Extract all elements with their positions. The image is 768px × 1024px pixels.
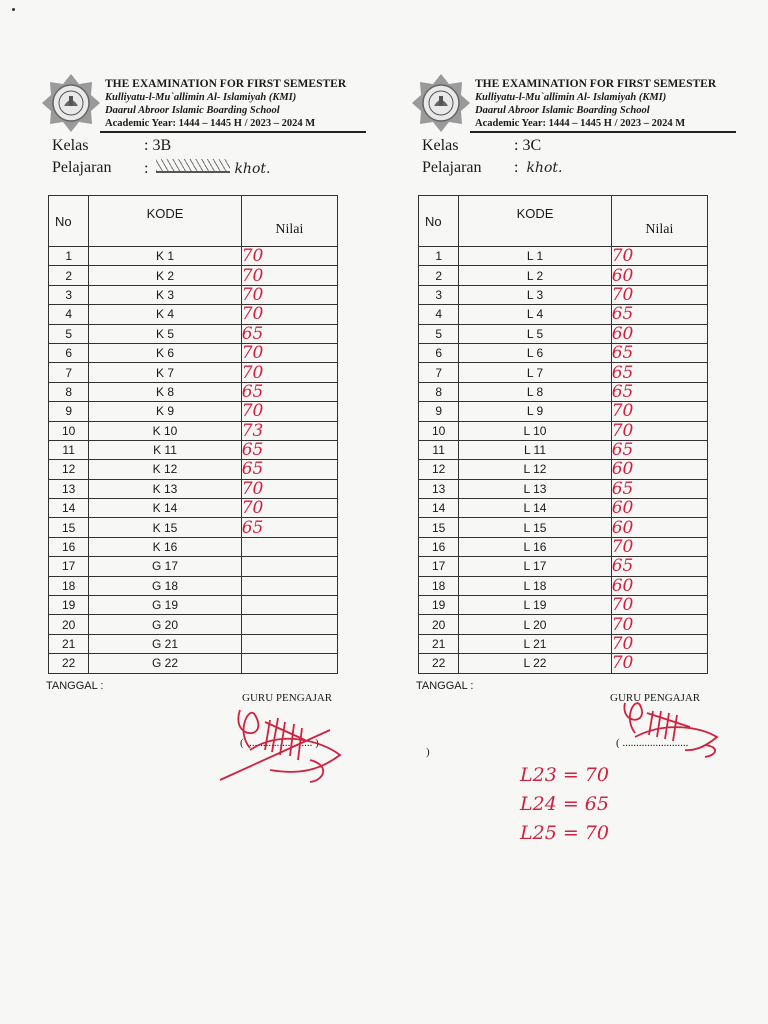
table-row xyxy=(49,518,338,537)
table-row xyxy=(49,343,338,362)
row-kode: K 4 xyxy=(89,305,241,324)
guru-label: GURU PENGAJAR xyxy=(242,692,333,704)
row-kode: L 12 xyxy=(459,460,611,479)
row-nilai: 70 xyxy=(241,363,337,382)
col-header-no: No xyxy=(49,196,89,247)
table-row xyxy=(419,634,708,653)
row-no: 3 xyxy=(49,285,89,304)
table-row xyxy=(419,247,708,266)
row-kode: G 20 xyxy=(89,615,241,634)
row-no: 22 xyxy=(419,654,459,673)
table-row xyxy=(419,460,708,479)
table-row xyxy=(49,499,338,518)
exam-sheet-3b xyxy=(40,0,360,1024)
row-nilai: 60 xyxy=(611,576,707,595)
row-kode: L 9 xyxy=(459,402,611,421)
score-table-body xyxy=(49,247,338,674)
row-no: 7 xyxy=(49,363,89,382)
row-kode: K 11 xyxy=(89,440,241,459)
row-kode: L 4 xyxy=(459,305,611,324)
scan-speck xyxy=(12,8,15,11)
header-divider xyxy=(100,131,366,133)
table-row xyxy=(49,654,338,673)
row-no: 5 xyxy=(49,324,89,343)
row-kode: L 11 xyxy=(459,440,611,459)
row-kode: L 22 xyxy=(459,654,611,673)
row-kode: G 22 xyxy=(89,654,241,673)
table-row xyxy=(419,557,708,576)
row-no: 13 xyxy=(49,479,89,498)
score-table xyxy=(48,195,338,674)
signature-icon xyxy=(210,700,360,790)
row-no: 17 xyxy=(419,557,459,576)
row-kode: K 6 xyxy=(89,343,241,362)
row-kode: L 10 xyxy=(459,421,611,440)
col-header-no: No xyxy=(419,196,459,247)
row-no: 1 xyxy=(419,247,459,266)
row-kode: K 1 xyxy=(89,247,241,266)
row-no: 8 xyxy=(49,382,89,401)
table-row xyxy=(49,596,338,615)
row-nilai: 70 xyxy=(241,285,337,304)
row-nilai: 65 xyxy=(611,363,707,382)
academic-year: Academic Year: 1444 – 1445 H / 2023 – 2024 M xyxy=(105,118,316,129)
row-nilai: 70 xyxy=(611,402,707,421)
signature-icon xyxy=(605,695,735,760)
row-no: 11 xyxy=(49,440,89,459)
row-no: 4 xyxy=(49,305,89,324)
row-no: 16 xyxy=(49,537,89,556)
row-no: 21 xyxy=(49,634,89,653)
row-nilai: 65 xyxy=(241,440,337,459)
table-row xyxy=(419,402,708,421)
pelajaran-text: khot. xyxy=(234,161,271,177)
extra-score-l24: L24 = 65 xyxy=(520,793,609,815)
signature-name-line: ( ........................ xyxy=(616,737,689,749)
row-kode: K 9 xyxy=(89,402,241,421)
table-row xyxy=(49,266,338,285)
row-kode: K 16 xyxy=(89,537,241,556)
extra-score-l23: L23 = 70 xyxy=(520,764,609,786)
row-no: 3 xyxy=(419,285,459,304)
row-no: 1 xyxy=(49,247,89,266)
header-divider xyxy=(470,131,736,133)
table-row xyxy=(419,518,708,537)
row-nilai: 65 xyxy=(241,518,337,537)
row-no: 18 xyxy=(49,576,89,595)
pelajaran-label: Pelajaran xyxy=(52,159,112,176)
institution-name: Kulliyatu-l-Mu`allimin Al- Islamiyah (KMI) xyxy=(475,92,667,103)
row-nilai xyxy=(241,615,337,634)
row-kode: K 8 xyxy=(89,382,241,401)
row-nilai: 65 xyxy=(611,305,707,324)
table-row xyxy=(419,615,708,634)
row-no: 19 xyxy=(419,596,459,615)
row-nilai: 70 xyxy=(611,247,707,266)
colon: : xyxy=(144,137,149,154)
table-row xyxy=(49,421,338,440)
row-kode: G 21 xyxy=(89,634,241,653)
row-kode: K 13 xyxy=(89,479,241,498)
guru-label: GURU PENGAJAR xyxy=(610,692,701,704)
table-row xyxy=(49,634,338,653)
row-nilai: 70 xyxy=(611,596,707,615)
row-no: 11 xyxy=(419,440,459,459)
row-nilai: 70 xyxy=(611,285,707,304)
colon: : xyxy=(514,159,519,176)
row-nilai: 60 xyxy=(611,324,707,343)
school-crest-icon xyxy=(410,72,472,134)
row-nilai: 70 xyxy=(241,402,337,421)
row-kode: K 15 xyxy=(89,518,241,537)
score-table-body xyxy=(419,247,708,674)
row-no: 6 xyxy=(419,343,459,362)
row-no: 10 xyxy=(49,421,89,440)
row-kode: K 3 xyxy=(89,285,241,304)
row-no: 2 xyxy=(49,266,89,285)
row-nilai: 70 xyxy=(241,479,337,498)
signature-name-line: ( ........................ ) xyxy=(240,737,319,749)
row-no: 5 xyxy=(419,324,459,343)
row-nilai: 70 xyxy=(611,537,707,556)
row-kode: L 14 xyxy=(459,499,611,518)
table-row xyxy=(419,440,708,459)
table-row xyxy=(49,460,338,479)
row-kode: L 19 xyxy=(459,596,611,615)
school-crest-icon xyxy=(40,72,102,134)
row-no: 17 xyxy=(49,557,89,576)
pelajaran-text: khot. xyxy=(526,160,563,176)
exam-header xyxy=(475,78,735,130)
row-nilai xyxy=(241,537,337,556)
row-no: 8 xyxy=(419,382,459,401)
table-row xyxy=(419,363,708,382)
row-kode: K 10 xyxy=(89,421,241,440)
row-no: 19 xyxy=(49,596,89,615)
row-nilai: 60 xyxy=(611,266,707,285)
row-no: 20 xyxy=(419,615,459,634)
pelajaran-value xyxy=(144,159,270,178)
row-kode: L 3 xyxy=(459,285,611,304)
row-kode: L 16 xyxy=(459,537,611,556)
exam-title: THE EXAMINATION FOR FIRST SEMESTER xyxy=(105,78,347,90)
row-nilai xyxy=(241,634,337,653)
table-row xyxy=(49,305,338,324)
kelas-value xyxy=(144,137,171,155)
exam-header xyxy=(105,78,365,130)
table-row xyxy=(419,499,708,518)
table-row xyxy=(419,266,708,285)
row-nilai: 73 xyxy=(241,421,337,440)
row-kode: K 7 xyxy=(89,363,241,382)
school-name: Daarul Abroor Islamic Boarding School xyxy=(105,105,280,116)
exam-sheet-3c xyxy=(410,0,730,1024)
row-kode: K 14 xyxy=(89,499,241,518)
score-table xyxy=(418,195,708,674)
kelas-text: 3B xyxy=(152,137,172,154)
row-kode: L 17 xyxy=(459,557,611,576)
table-row xyxy=(49,285,338,304)
row-no: 14 xyxy=(419,499,459,518)
row-no: 14 xyxy=(49,499,89,518)
row-kode: K 2 xyxy=(89,266,241,285)
col-header-nilai: Nilai xyxy=(241,196,337,247)
table-row xyxy=(419,382,708,401)
row-no: 4 xyxy=(419,305,459,324)
row-no: 15 xyxy=(419,518,459,537)
row-kode: L 1 xyxy=(459,247,611,266)
row-nilai: 65 xyxy=(611,479,707,498)
row-nilai: 60 xyxy=(611,518,707,537)
row-nilai: 70 xyxy=(611,421,707,440)
table-row xyxy=(49,363,338,382)
col-header-nilai: Nilai xyxy=(611,196,707,247)
kelas-label: Kelas xyxy=(422,137,459,154)
row-nilai: 65 xyxy=(241,382,337,401)
table-row xyxy=(419,421,708,440)
row-nilai: 70 xyxy=(611,654,707,673)
row-no: 2 xyxy=(419,266,459,285)
row-no: 22 xyxy=(49,654,89,673)
colon: : xyxy=(514,137,519,154)
row-nilai: 70 xyxy=(611,615,707,634)
academic-year: Academic Year: 1444 – 1445 H / 2023 – 2024 M xyxy=(475,118,686,129)
row-kode: L 20 xyxy=(459,615,611,634)
table-row xyxy=(49,382,338,401)
table-row xyxy=(49,247,338,266)
row-nilai: 65 xyxy=(241,460,337,479)
row-nilai: 65 xyxy=(611,440,707,459)
table-row xyxy=(419,654,708,673)
tanggal-label: TANGGAL : xyxy=(46,680,104,692)
table-row xyxy=(419,285,708,304)
pelajaran-label: Pelajaran xyxy=(422,159,482,176)
row-nilai xyxy=(241,576,337,595)
row-nilai: 65 xyxy=(611,382,707,401)
table-row xyxy=(49,537,338,556)
row-nilai: 65 xyxy=(241,324,337,343)
pelajaran-value xyxy=(514,159,562,177)
row-kode: L 13 xyxy=(459,479,611,498)
table-row xyxy=(49,557,338,576)
table-row xyxy=(419,324,708,343)
col-header-kode: KODE xyxy=(89,196,241,247)
table-row xyxy=(419,596,708,615)
row-kode: L 21 xyxy=(459,634,611,653)
table-row xyxy=(49,615,338,634)
table-row xyxy=(419,537,708,556)
row-kode: L 7 xyxy=(459,363,611,382)
row-no: 10 xyxy=(419,421,459,440)
kelas-value xyxy=(514,137,541,155)
row-no: 18 xyxy=(419,576,459,595)
row-kode: L 18 xyxy=(459,576,611,595)
table-row xyxy=(419,479,708,498)
extra-score-l25: L25 = 70 xyxy=(520,822,609,844)
kelas-text: 3C xyxy=(522,137,542,154)
table-row xyxy=(49,576,338,595)
row-nilai xyxy=(241,654,337,673)
row-no: 13 xyxy=(419,479,459,498)
row-kode: L 5 xyxy=(459,324,611,343)
row-nilai: 70 xyxy=(611,634,707,653)
row-kode: G 19 xyxy=(89,596,241,615)
table-row xyxy=(49,479,338,498)
row-nilai: 70 xyxy=(241,499,337,518)
row-nilai: 60 xyxy=(611,460,707,479)
row-nilai xyxy=(241,557,337,576)
row-no: 12 xyxy=(419,460,459,479)
row-nilai: 70 xyxy=(241,305,337,324)
institution-name: Kulliyatu-l-Mu`allimin Al- Islamiyah (KMI) xyxy=(105,92,297,103)
row-kode: L 6 xyxy=(459,343,611,362)
row-no: 9 xyxy=(49,402,89,421)
row-no: 15 xyxy=(49,518,89,537)
row-nilai: 70 xyxy=(241,343,337,362)
tanggal-label: TANGGAL : xyxy=(416,680,474,692)
row-nilai: 70 xyxy=(241,247,337,266)
row-no: 7 xyxy=(419,363,459,382)
row-kode: L 8 xyxy=(459,382,611,401)
row-kode: K 5 xyxy=(89,324,241,343)
col-header-kode: KODE xyxy=(459,196,611,247)
kelas-label: Kelas xyxy=(52,137,89,154)
row-kode: G 17 xyxy=(89,557,241,576)
exam-title: THE EXAMINATION FOR FIRST SEMESTER xyxy=(475,78,717,90)
row-nilai xyxy=(241,596,337,615)
row-kode: L 2 xyxy=(459,266,611,285)
row-no: 12 xyxy=(49,460,89,479)
row-no: 9 xyxy=(419,402,459,421)
row-kode: G 18 xyxy=(89,576,241,595)
table-row xyxy=(419,305,708,324)
row-no: 6 xyxy=(49,343,89,362)
row-no: 16 xyxy=(419,537,459,556)
row-nilai: 70 xyxy=(241,266,337,285)
row-nilai: 60 xyxy=(611,499,707,518)
row-nilai: 65 xyxy=(611,557,707,576)
row-no: 20 xyxy=(49,615,89,634)
table-row xyxy=(419,343,708,362)
table-row xyxy=(49,324,338,343)
table-row xyxy=(49,440,338,459)
row-no: 21 xyxy=(419,634,459,653)
colon: : xyxy=(144,160,149,177)
school-name: Daarul Abroor Islamic Boarding School xyxy=(475,105,650,116)
row-nilai: 65 xyxy=(611,343,707,362)
table-row xyxy=(49,402,338,421)
closing-paren: ) xyxy=(426,746,430,758)
row-kode: K 12 xyxy=(89,460,241,479)
table-row xyxy=(419,576,708,595)
crossed-out-text xyxy=(156,159,230,173)
row-kode: L 15 xyxy=(459,518,611,537)
